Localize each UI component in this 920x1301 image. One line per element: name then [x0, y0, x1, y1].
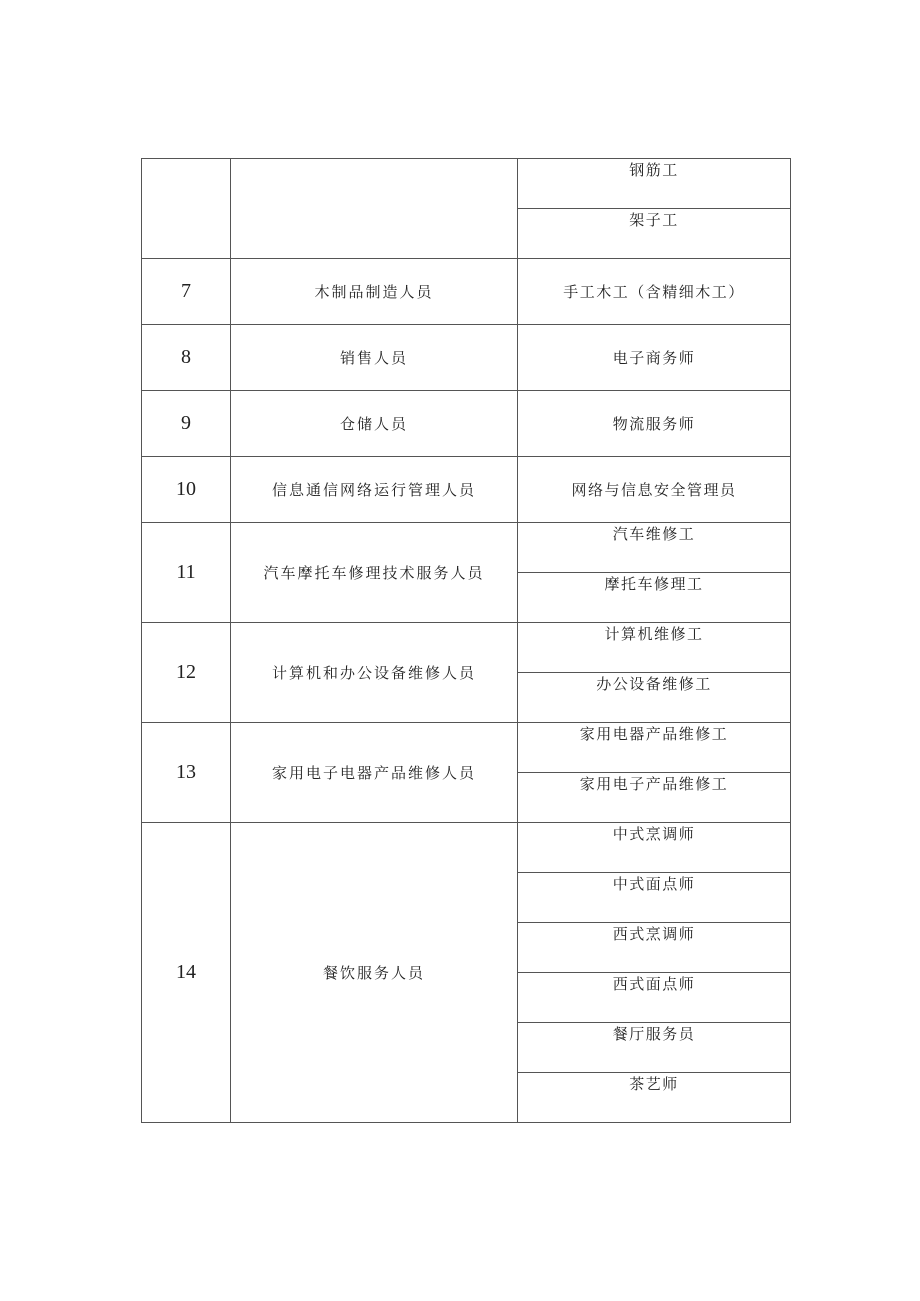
row-number-cell: 9 — [142, 391, 231, 457]
category-cell: 信息通信网络运行管理人员 — [231, 457, 518, 523]
occupation-cell: 钢筋工 — [518, 159, 791, 209]
table-row — [142, 325, 791, 391]
occupation-cell: 西式面点师 — [518, 973, 791, 1023]
occupation-cell: 电子商务师 — [518, 325, 791, 391]
occupation-cell: 计算机维修工 — [518, 623, 791, 673]
category-cell: 销售人员 — [231, 325, 518, 391]
occupation-cell: 西式烹调师 — [518, 923, 791, 973]
occupation-cell: 网络与信息安全管理员 — [518, 457, 791, 523]
occupation-cell: 物流服务师 — [518, 391, 791, 457]
occupation-cell: 中式烹调师 — [518, 823, 791, 873]
table-row — [142, 159, 791, 209]
category-cell — [231, 159, 518, 259]
occupation-cell: 茶艺师 — [518, 1073, 791, 1123]
category-cell: 计算机和办公设备维修人员 — [231, 623, 518, 723]
occupation-cell: 家用电器产品维修工 — [518, 723, 791, 773]
table-row — [142, 523, 791, 573]
category-cell: 餐饮服务人员 — [231, 823, 518, 1123]
category-cell: 木制品制造人员 — [231, 259, 518, 325]
table-row — [142, 723, 791, 773]
table-row — [142, 823, 791, 873]
occupation-cell: 办公设备维修工 — [518, 673, 791, 723]
table-row — [142, 623, 791, 673]
occupation-cell: 手工木工（含精细木工） — [518, 259, 791, 325]
row-number-cell: 8 — [142, 325, 231, 391]
category-cell: 家用电子电器产品维修人员 — [231, 723, 518, 823]
row-number-cell: 11 — [142, 523, 231, 623]
occupation-cell: 架子工 — [518, 209, 791, 259]
occupation-table — [141, 158, 791, 1123]
table-row — [142, 391, 791, 457]
row-number-cell: 14 — [142, 823, 231, 1123]
occupation-cell: 餐厅服务员 — [518, 1023, 791, 1073]
row-number-cell: 12 — [142, 623, 231, 723]
row-number-cell — [142, 159, 231, 259]
row-number-cell: 13 — [142, 723, 231, 823]
category-cell: 仓储人员 — [231, 391, 518, 457]
row-number-cell: 10 — [142, 457, 231, 523]
occupation-cell: 摩托车修理工 — [518, 573, 791, 623]
row-number-cell: 7 — [142, 259, 231, 325]
occupation-cell: 家用电子产品维修工 — [518, 773, 791, 823]
table-row — [142, 259, 791, 325]
table-row — [142, 457, 791, 523]
occupation-cell: 汽车维修工 — [518, 523, 791, 573]
category-cell: 汽车摩托车修理技术服务人员 — [231, 523, 518, 623]
occupation-cell: 中式面点师 — [518, 873, 791, 923]
